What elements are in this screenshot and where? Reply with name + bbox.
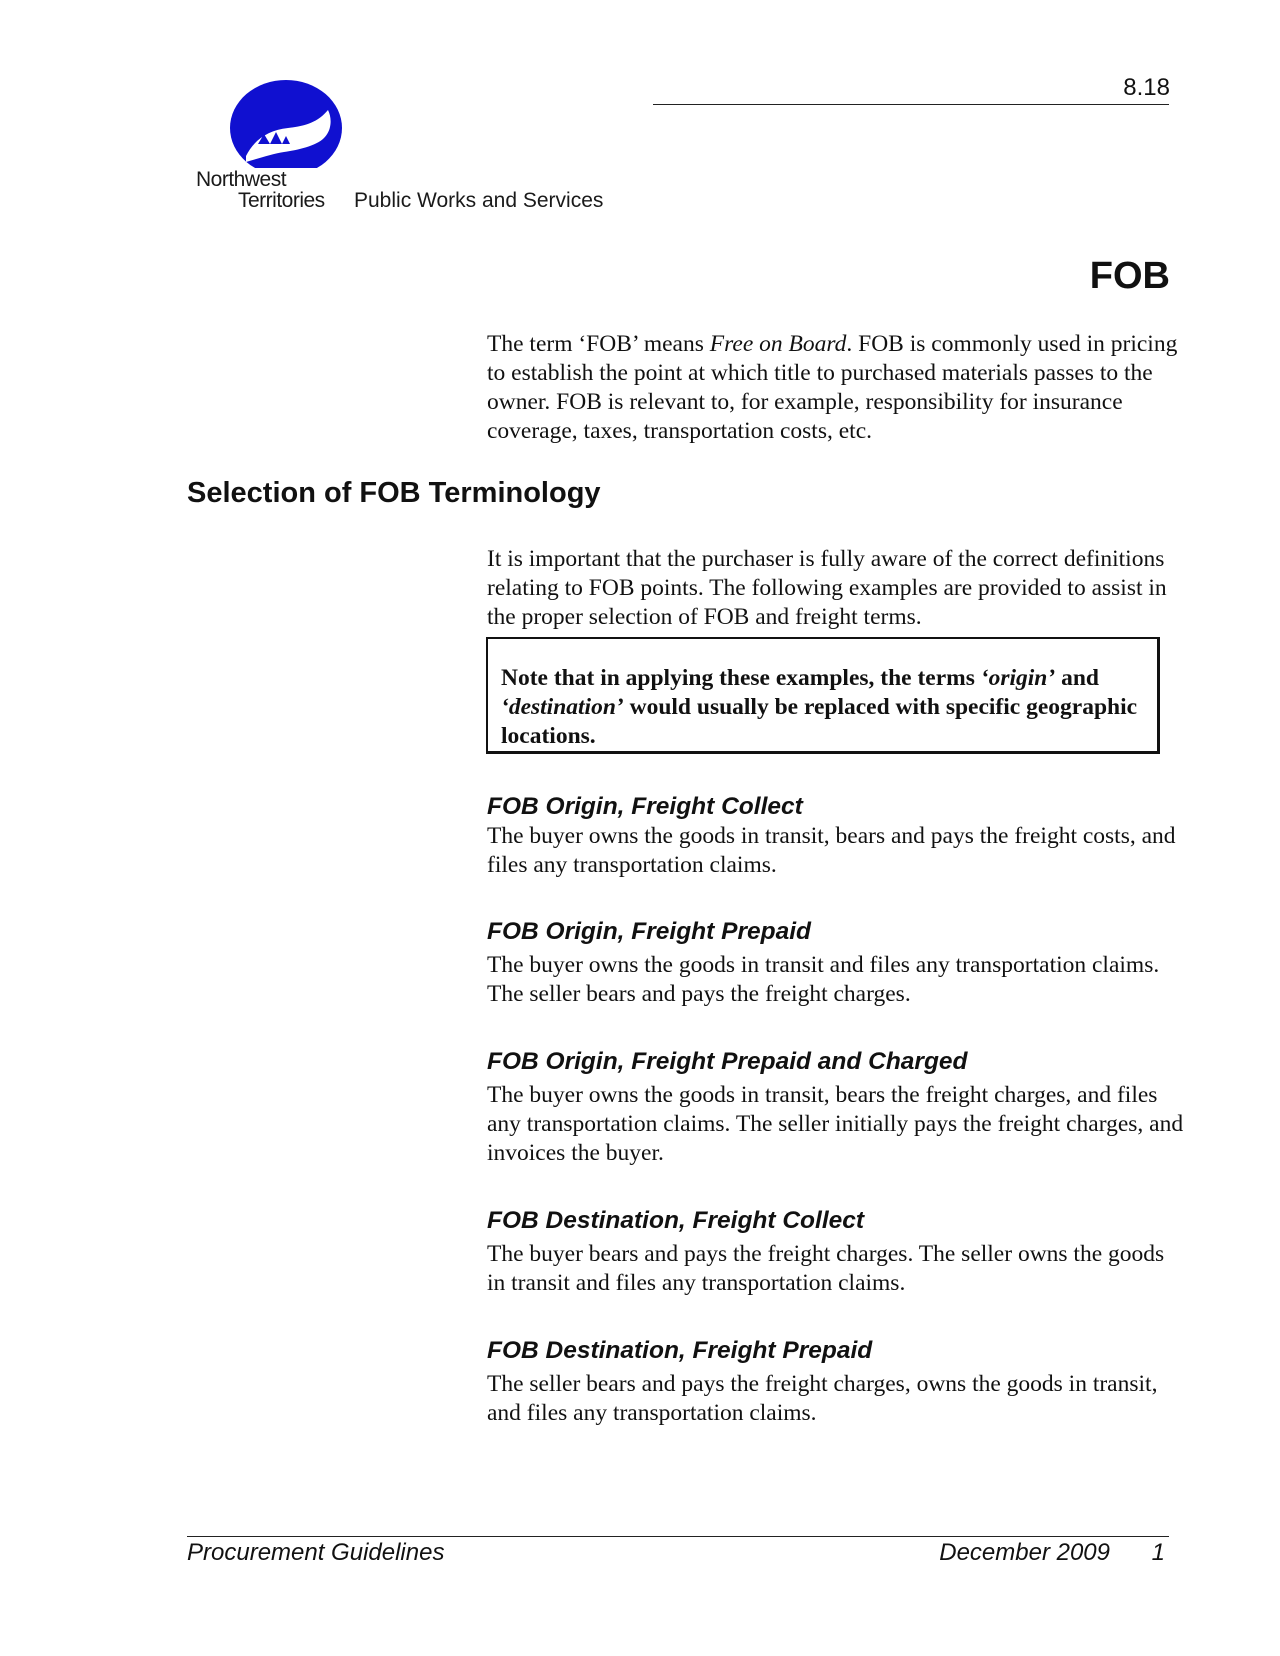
logo-department: Public Works and Services [354, 189, 604, 212]
page-title: FOB [1089, 255, 1170, 297]
term-heading: FOB Origin, Freight Collect [487, 793, 803, 820]
intro-paragraph [487, 330, 1187, 446]
term-heading: FOB Origin, Freight Prepaid [487, 918, 811, 945]
term-heading: FOB Destination, Freight Collect [487, 1207, 865, 1234]
footer-document-title: Procurement Guidelines [187, 1539, 445, 1566]
term-body: The buyer owns the goods in transit, bears and pays the freight costs, and files any transportation claims. [487, 823, 1176, 878]
term-heading: FOB Origin, Freight Prepaid and Charged [487, 1048, 968, 1075]
page-reference: 8.18 [1123, 74, 1170, 101]
selection-intro-paragraph: It is important that the purchaser is fully aware of the correct definitions relating to FOB points. The following examples are provided to assist in the proper selection of FOB and freight terms. [487, 546, 1167, 630]
term-body: The buyer bears and pays the freight charges. The seller owns the goods in transit and files any transportation claims. [487, 1241, 1165, 1296]
note-part3: would usually be replaced with specific geographic locations. [501, 694, 1138, 749]
intro-suffix: . FOB is commonly used in pricing to establish the point at which title to purchased materials passes to the owner. FOB is relevant to, for example, responsibility for insurance coverage, taxes, transportation costs, etc. [487, 331, 1178, 444]
polar-bear-logo-icon [228, 78, 344, 170]
note-part1: Note that in applying these examples, the terms [501, 665, 981, 691]
note-part2: and [1055, 665, 1099, 691]
note-term-destination: ‘destination’ [501, 694, 624, 720]
term-heading: FOB Destination, Freight Prepaid [487, 1337, 873, 1364]
term-body: The buyer owns the goods in transit, bears the freight charges, and files any transportation claims. The seller initially pays the freight charges, and invoices the buyer. [487, 1082, 1184, 1166]
intro-italic: Free on Board [709, 331, 847, 357]
intro-prefix: The term ‘FOB’ means [487, 331, 710, 357]
note-term-origin: ‘origin’ [980, 665, 1056, 691]
term-body: The seller bears and pays the freight charges, owns the goods in transit, and files any transportation claims. [487, 1371, 1158, 1426]
nwt-logo [196, 78, 646, 228]
footer-date: December 2009 [939, 1539, 1110, 1566]
footer-rule [187, 1536, 1169, 1537]
header-rule [653, 104, 1169, 105]
logo-line2: Territories [238, 189, 325, 212]
note-box [486, 637, 1160, 754]
footer-page-number: 1 [1151, 1539, 1165, 1566]
term-body: The buyer owns the goods in transit and files any transportation claims. The seller bears and pays the freight charges. [487, 952, 1160, 1007]
section-heading: Selection of FOB Terminology [187, 477, 601, 509]
logo-line1: Northwest [196, 168, 287, 191]
